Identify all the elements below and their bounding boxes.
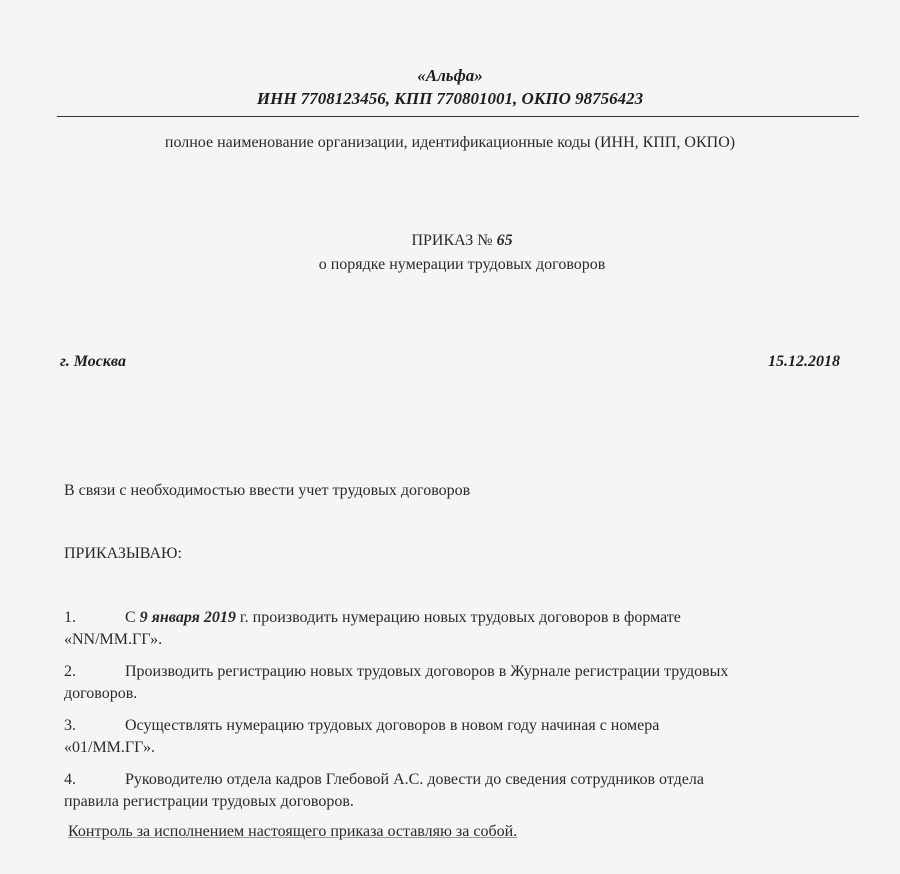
order-number: 65: [496, 232, 513, 249]
item-line: Осуществлять нумерацию трудовых договоров в новом году начиная с номера: [125, 717, 660, 734]
order-subject: о порядке нумерации трудовых договоров: [318, 256, 606, 273]
item-date-emphasis: 9 января 2019: [139, 609, 236, 626]
item-line: «01/ММ.ГГ».: [64, 739, 155, 756]
control-clause: Контроль за исполнением настоящего приказа оставляю за собой.: [68, 823, 518, 840]
item-number: 3.: [64, 717, 76, 734]
city: г. Москва: [60, 353, 126, 370]
organization-name: «Альфа»: [417, 66, 483, 85]
header-caption: полное наименование организации, идентификационные коды (ИНН, КПП, ОКПО): [164, 134, 736, 151]
item-number: 2.: [64, 663, 76, 680]
order-title-prefix: ПРИКАЗ №: [411, 232, 493, 249]
item-line: С 9 января 2019 г. производить нумерацию новых трудовых договоров в формате: [125, 609, 681, 626]
list-item: [64, 661, 854, 705]
organization-codes: ИНН 7708123456, КПП 770801001, ОКПО 98756423: [256, 89, 644, 108]
item-line: правила регистрации трудовых договоров.: [64, 793, 354, 810]
item-line: Производить регистрацию новых трудовых договоров в Журнале регистрации трудовых: [125, 663, 729, 680]
order-title: [0, 232, 900, 250]
item-line: Руководителю отдела кадров Глебовой А.С. довести до сведения сотрудников отдела: [125, 771, 704, 788]
header-divider: [57, 116, 859, 117]
order-date: 15.12.2018: [768, 353, 840, 370]
list-item: [64, 769, 854, 813]
list-item: [64, 715, 854, 759]
preamble: В связи с необходимостью ввести учет трудовых договоров: [64, 482, 471, 499]
item-line: договоров.: [64, 685, 138, 702]
list-item: [64, 607, 854, 651]
item-line: «NN/ММ.ГГ».: [64, 631, 163, 648]
order-word: ПРИКАЗЫВАЮ:: [64, 545, 182, 562]
item-number: 4.: [64, 771, 76, 788]
item-number: 1.: [64, 609, 76, 626]
